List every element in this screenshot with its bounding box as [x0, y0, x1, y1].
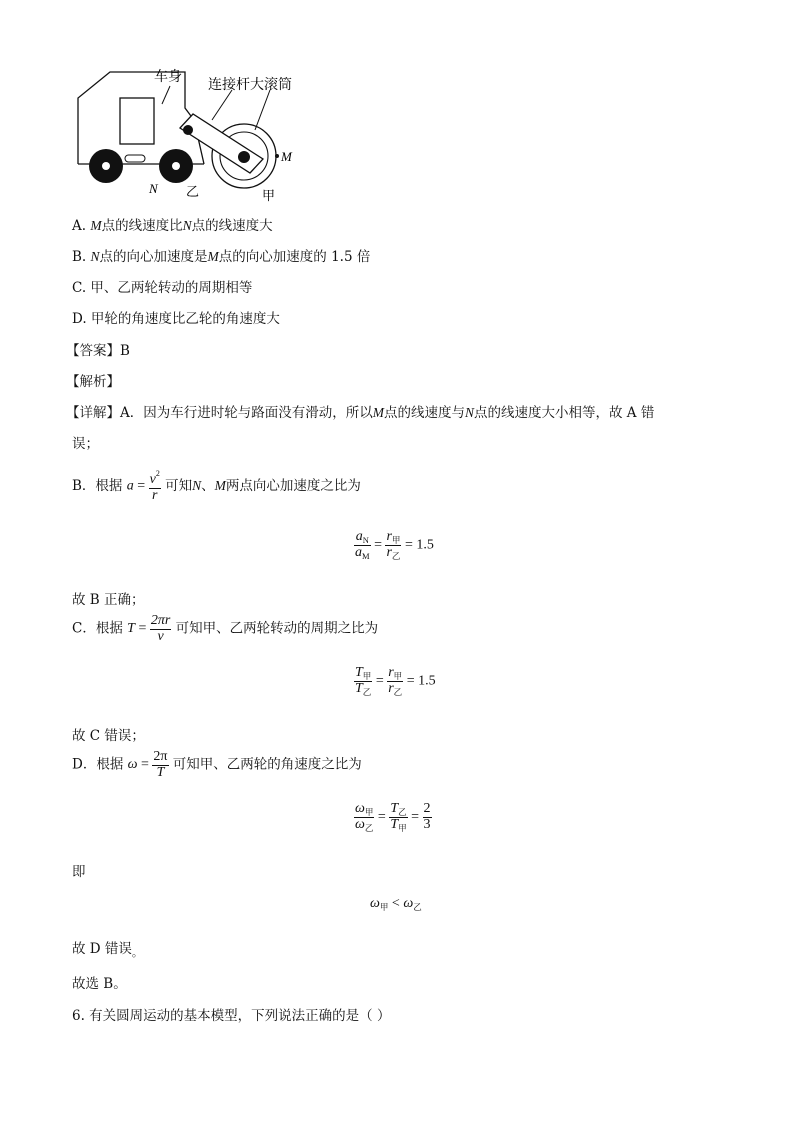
equation-c: $\frac{T_甲}{T_乙}$ = $\frac{r_甲}{r_乙}$ = 1.5: [355, 665, 436, 697]
detail-d-conclusion: 故 D 错误$_。$: [72, 941, 143, 959]
option-d: D. 甲轮的角速度比乙轮的角速度大: [72, 311, 280, 327]
detail-d-intro: D．根据 ω = $\frac{2\pi}{T}$ 可知甲、乙两轮的角速度之比为: [72, 749, 362, 780]
label-M: M: [281, 149, 292, 164]
label-jia: 甲: [262, 189, 276, 204]
detail-c-intro: C．根据 T = $\frac{2\pi r}{v}$ 可知甲、乙两轮转动的周期之比为: [72, 613, 379, 644]
truck-window: [120, 98, 154, 144]
answer-tag: 【答案】: [66, 343, 120, 359]
next-question: 6. 有关圆周运动的基本模型，下列说法正确的是（ ）: [72, 1008, 391, 1024]
detail-b-conclusion: 故 B 正确；: [72, 592, 145, 608]
detail-a-line2: 误；: [72, 436, 99, 452]
answer-line: [66, 339, 130, 359]
equation-b: $\frac{a_N}{a_M}$ = $\frac{r_甲}{r_乙}$ = 1.5: [355, 529, 434, 561]
option-c: C. 甲、乙两轮转动的周期相等: [72, 280, 253, 296]
ji-label: 即: [72, 864, 86, 880]
label-yi: 乙: [186, 185, 200, 200]
label-connector: 连接杆大滚筒: [208, 77, 292, 93]
detail-a-line1: 【详解】A．因为车行进时轮与路面没有滑动，所以M点的线速度与N点的线速度大小相等，故 A 错: [66, 405, 655, 421]
label-body: 车身: [154, 69, 182, 85]
answer-value: B: [120, 343, 130, 359]
inequality-d: $\omega_甲 < \omega_乙$: [370, 896, 422, 912]
truck-slot: [125, 155, 145, 162]
final-answer: 故选 B。: [72, 976, 127, 992]
equation-d: $\frac{\omega_甲}{\omega_乙}$ = $\frac{T_乙}{T_甲}$ = $\frac{2}{3}$: [355, 801, 431, 833]
analysis-tag: 【解析】: [66, 374, 120, 390]
point-M: [275, 154, 279, 158]
label-N: N: [149, 181, 158, 196]
detail-c-conclusion: 故 C 错误；: [72, 728, 145, 744]
detail-b-intro: B．根据 a = $\frac{v^2}{r}$ 可知N、M两点向心加速度之比为: [72, 469, 361, 503]
truck-body-outline: [78, 72, 204, 164]
option-b: B. N点的向心加速度是M点的向心加速度的 1.5 倍: [72, 249, 371, 265]
truck-roller-diagram: [70, 64, 340, 204]
option-a: A. M点的线速度比N点的线速度大: [72, 218, 273, 234]
